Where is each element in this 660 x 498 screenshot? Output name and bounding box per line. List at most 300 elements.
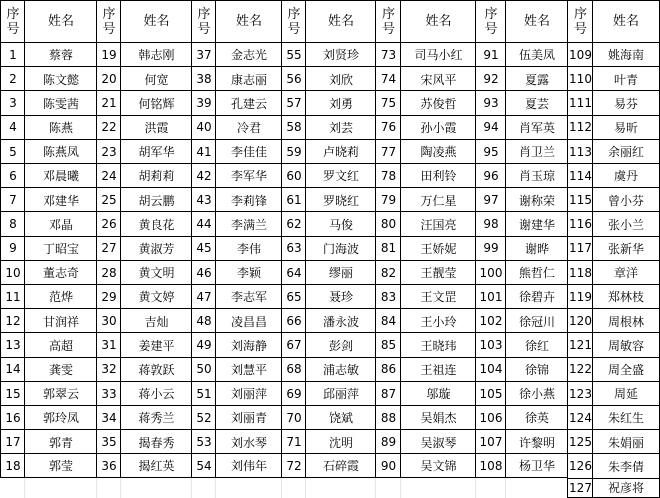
- name-cell: 夏芸: [505, 90, 568, 115]
- serial-number-cell: 73: [375, 42, 401, 67]
- name-cell: 李志军: [215, 284, 282, 309]
- name-cell: 黄良花: [120, 211, 192, 236]
- name-cell: 黄淑芳: [120, 236, 192, 261]
- header-serial-number: [475, 0, 506, 42]
- header-name: 姓名: [505, 0, 568, 42]
- name-cell: 洪霞: [120, 115, 192, 140]
- serial-number-cell: 65: [281, 284, 306, 309]
- name-cell: 王靓莹: [400, 260, 476, 285]
- name-cell: 蒋秀兰: [120, 405, 192, 430]
- name-cell: 李军华: [215, 163, 282, 188]
- name-cell: 肖军英: [505, 115, 568, 140]
- name-cell: 李颖: [215, 260, 282, 285]
- name-cell: 马俊: [305, 211, 376, 236]
- serial-number-cell: 12: [0, 308, 25, 333]
- header-name: 姓名: [120, 0, 192, 42]
- serial-number-cell: 99: [475, 236, 506, 261]
- table-row: [0, 332, 660, 357]
- name-cell: 丁昭宝: [24, 236, 97, 261]
- sheet-gridline: [400, 478, 401, 498]
- serial-number-cell: 76: [375, 115, 401, 140]
- name-cell: 肖玉琼: [505, 163, 568, 188]
- name-cell: 刘伟年: [215, 453, 282, 478]
- name-cell: 吴文锦: [400, 453, 476, 478]
- serial-number-cell: 74: [375, 66, 401, 91]
- serial-number-cell: 84: [375, 308, 401, 333]
- serial-number-cell: 61: [281, 187, 306, 212]
- serial-number-cell: 51: [191, 381, 216, 406]
- sheet-gridline: [305, 478, 306, 498]
- table-row: [0, 139, 660, 164]
- name-cell: 吴娟杰: [400, 405, 476, 430]
- name-cell: 张新华: [592, 236, 660, 261]
- name-cell: 缪丽: [305, 260, 376, 285]
- header-name: 姓名: [24, 0, 97, 42]
- header-serial-label: 序号: [484, 6, 498, 37]
- name-cell: 夏露: [505, 66, 568, 91]
- serial-number-cell: 105: [475, 381, 506, 406]
- name-cell: 胡军华: [120, 139, 192, 164]
- name-cell: 肖卫兰: [505, 139, 568, 164]
- name-cell: 陶凌燕: [400, 139, 476, 164]
- table-row: [0, 187, 660, 212]
- name-cell: 王祖连: [400, 357, 476, 382]
- serial-number-cell: 1: [0, 42, 25, 67]
- serial-number-cell: 69: [281, 381, 306, 406]
- serial-number-cell: 2: [0, 66, 25, 91]
- serial-number-cell: 116: [567, 211, 593, 236]
- serial-number-cell: 26: [96, 211, 121, 236]
- serial-number-cell: 64: [281, 260, 306, 285]
- serial-number-cell: 101: [475, 284, 506, 309]
- serial-number-cell: 43: [191, 187, 216, 212]
- serial-number-cell: 37: [191, 42, 216, 67]
- header-serial-label: 序号: [287, 6, 301, 37]
- name-cell: 吴淑琴: [400, 429, 476, 454]
- serial-number-cell: 119: [567, 284, 593, 309]
- serial-number-cell: 34: [96, 405, 121, 430]
- name-cell: 孙小霞: [400, 115, 476, 140]
- name-cell: 刘勇: [305, 90, 376, 115]
- sheet-gridline: [475, 478, 476, 498]
- serial-number-cell: 108: [475, 453, 506, 478]
- name-cell: 叶青: [592, 66, 660, 91]
- serial-number-cell: 118: [567, 260, 593, 285]
- header-name: 姓名: [400, 0, 476, 42]
- serial-number-cell: 25: [96, 187, 121, 212]
- serial-number-cell: 31: [96, 332, 121, 357]
- name-cell: 董志奇: [24, 260, 97, 285]
- name-cell: 甘润祥: [24, 308, 97, 333]
- name-cell: 苏俊哲: [400, 90, 476, 115]
- serial-number-cell: 7: [0, 187, 25, 212]
- name-cell: 王小玲: [400, 308, 476, 333]
- serial-number-cell: 48: [191, 308, 216, 333]
- serial-number-cell: 16: [0, 405, 25, 430]
- name-cell: 张小兰: [592, 211, 660, 236]
- serial-number-cell: 104: [475, 357, 506, 382]
- name-cell: 章洋: [592, 260, 660, 285]
- header-serial-label: 序号: [381, 6, 395, 37]
- name-cell: 陈文懿: [24, 66, 97, 91]
- serial-number-cell: 39: [191, 90, 216, 115]
- table-row: [0, 42, 660, 67]
- name-cell: 刘欣: [305, 66, 376, 91]
- serial-number-cell: 55: [281, 42, 306, 67]
- serial-number-cell: 20: [96, 66, 121, 91]
- serial-number-cell: 109: [567, 42, 593, 67]
- table-row: [0, 260, 660, 285]
- serial-number-cell: 30: [96, 308, 121, 333]
- name-cell: 黄文婷: [120, 284, 192, 309]
- header-serial-number: [281, 0, 306, 42]
- header-serial-label: 序号: [102, 6, 116, 37]
- name-cell: 冷君: [215, 115, 282, 140]
- serial-number-cell: 90: [375, 453, 401, 478]
- name-cell: 邓晶: [24, 211, 97, 236]
- header-name: 姓名: [215, 0, 282, 42]
- serial-number-cell: 127: [567, 478, 593, 498]
- serial-number-cell: 115: [567, 187, 593, 212]
- serial-number-cell: 122: [567, 357, 593, 382]
- name-cell: 王晓玮: [400, 332, 476, 357]
- serial-number-cell: 9: [0, 236, 25, 261]
- name-cell: 揭红英: [120, 453, 192, 478]
- serial-number-cell: 13: [0, 332, 25, 357]
- name-cell: 万仁星: [400, 187, 476, 212]
- name-cell: 田利铃: [400, 163, 476, 188]
- name-cell: 卢晓莉: [305, 139, 376, 164]
- table-row: [0, 211, 660, 236]
- serial-number-cell: 114: [567, 163, 593, 188]
- name-cell: 郭青: [24, 429, 97, 454]
- name-cell: 浦志敏: [305, 357, 376, 382]
- name-cell: 徐小燕: [505, 381, 568, 406]
- header-name: 姓名: [305, 0, 376, 42]
- serial-number-cell: 85: [375, 332, 401, 357]
- name-cell: 蒋小云: [120, 381, 192, 406]
- serial-number-cell: 42: [191, 163, 216, 188]
- name-cell: 李莉锋: [215, 187, 282, 212]
- serial-number-cell: 89: [375, 429, 401, 454]
- serial-number-cell: 72: [281, 453, 306, 478]
- name-cell: 罗文红: [305, 163, 376, 188]
- serial-number-cell: 126: [567, 453, 593, 478]
- sheet-gridline: [505, 478, 506, 498]
- sheet-gridline: [281, 478, 282, 498]
- name-cell: 邱丽萍: [305, 381, 376, 406]
- name-cell: 刘贤珍: [305, 42, 376, 67]
- serial-number-cell: 106: [475, 405, 506, 430]
- name-cell: 郑林枝: [592, 284, 660, 309]
- serial-number-cell: 14: [0, 357, 25, 382]
- header-serial-label: 序号: [573, 6, 587, 37]
- name-cell: 许黎明: [505, 429, 568, 454]
- table-row: [0, 284, 660, 309]
- name-cell: 陈燕凤: [24, 139, 97, 164]
- name-cell: 刘丽青: [215, 405, 282, 430]
- name-cell: 李佳佳: [215, 139, 282, 164]
- serial-number-cell: 59: [281, 139, 306, 164]
- header-serial-number: [0, 0, 25, 42]
- name-cell: 周根林: [592, 308, 660, 333]
- name-cell: 胡云鹏: [120, 187, 192, 212]
- header-serial-number: [375, 0, 401, 42]
- serial-number-cell: 75: [375, 90, 401, 115]
- serial-number-cell: 103: [475, 332, 506, 357]
- table-row: [0, 90, 660, 115]
- serial-number-cell: 3: [0, 90, 25, 115]
- name-cell: 徐红: [505, 332, 568, 357]
- serial-number-cell: 5: [0, 139, 25, 164]
- serial-number-cell: 120: [567, 308, 593, 333]
- name-cell: 何宽: [120, 66, 192, 91]
- name-cell: 王文罡: [400, 284, 476, 309]
- serial-number-cell: 78: [375, 163, 401, 188]
- name-cell: 刘芸: [305, 115, 376, 140]
- header-serial-number: [96, 0, 121, 42]
- serial-number-cell: 121: [567, 332, 593, 357]
- name-cell: 邓晨曦: [24, 163, 97, 188]
- name-cell: 姚海南: [592, 42, 660, 67]
- name-cell: 谢建华: [505, 211, 568, 236]
- table-row: [0, 66, 660, 91]
- name-cell: 伍美凤: [505, 42, 568, 67]
- table-row: [0, 115, 660, 140]
- header-serial-label: 序号: [197, 6, 211, 37]
- serial-number-cell: 8: [0, 211, 25, 236]
- serial-number-cell: 33: [96, 381, 121, 406]
- table-row: [0, 429, 660, 454]
- sheet-gridline: [191, 478, 192, 498]
- name-cell: 金志光: [215, 42, 282, 67]
- name-cell: 周延: [592, 381, 660, 406]
- name-cell: 陈燕: [24, 115, 97, 140]
- serial-number-cell: 24: [96, 163, 121, 188]
- serial-number-cell: 71: [281, 429, 306, 454]
- name-cell: 康志丽: [215, 66, 282, 91]
- serial-number-cell: 86: [375, 357, 401, 382]
- name-cell: 吉灿: [120, 308, 192, 333]
- header-serial-label: 序号: [6, 6, 20, 37]
- serial-number-cell: 94: [475, 115, 506, 140]
- serial-number-cell: 68: [281, 357, 306, 382]
- serial-number-cell: 80: [375, 211, 401, 236]
- serial-number-cell: 92: [475, 66, 506, 91]
- serial-number-cell: 67: [281, 332, 306, 357]
- name-cell: 李伟: [215, 236, 282, 261]
- name-cell: 朱李倩: [592, 453, 660, 478]
- name-cell: 孔建云: [215, 90, 282, 115]
- serial-number-cell: 95: [475, 139, 506, 164]
- serial-number-cell: 87: [375, 381, 401, 406]
- name-cell: 徐碧卉: [505, 284, 568, 309]
- serial-number-cell: 38: [191, 66, 216, 91]
- name-cell: 彭剑: [305, 332, 376, 357]
- serial-number-cell: 54: [191, 453, 216, 478]
- serial-number-cell: 29: [96, 284, 121, 309]
- sheet-gridline: [96, 478, 97, 498]
- serial-number-cell: 11: [0, 284, 25, 309]
- serial-number-cell: 83: [375, 284, 401, 309]
- name-cell: 沈明: [305, 429, 376, 454]
- serial-number-cell: 66: [281, 308, 306, 333]
- name-cell: 高超: [24, 332, 97, 357]
- serial-number-cell: 111: [567, 90, 593, 115]
- serial-number-cell: 102: [475, 308, 506, 333]
- name-cell: 刘海静: [215, 332, 282, 357]
- serial-number-cell: 4: [0, 115, 25, 140]
- serial-number-cell: 62: [281, 211, 306, 236]
- serial-number-cell: 100: [475, 260, 506, 285]
- name-cell: 朱红生: [592, 405, 660, 430]
- serial-number-cell: 123: [567, 381, 593, 406]
- header-serial-number: [567, 0, 593, 42]
- name-cell: 姜建平: [120, 332, 192, 357]
- name-cell: 熊哲仁: [505, 260, 568, 285]
- serial-number-cell: 46: [191, 260, 216, 285]
- name-cell: 李满兰: [215, 211, 282, 236]
- serial-number-cell: 77: [375, 139, 401, 164]
- serial-number-cell: 52: [191, 405, 216, 430]
- name-cell: 徐锦: [505, 357, 568, 382]
- name-cell: 陈雯茜: [24, 90, 97, 115]
- serial-number-cell: 10: [0, 260, 25, 285]
- name-cell: 祝彦将: [592, 478, 660, 498]
- sheet-gridline: [24, 478, 25, 498]
- serial-number-cell: 32: [96, 357, 121, 382]
- name-cell: 刘水琴: [215, 429, 282, 454]
- name-cell: 门海波: [305, 236, 376, 261]
- serial-number-cell: 107: [475, 429, 506, 454]
- serial-number-cell: 56: [281, 66, 306, 91]
- serial-number-cell: 47: [191, 284, 216, 309]
- name-cell: 揭春秀: [120, 429, 192, 454]
- table-row: [0, 308, 660, 333]
- name-cell: 潘永波: [305, 308, 376, 333]
- name-cell: 郭莹: [24, 453, 97, 478]
- serial-number-cell: 28: [96, 260, 121, 285]
- name-cell: 朱娟丽: [592, 429, 660, 454]
- name-cell: 邬璇: [400, 381, 476, 406]
- name-cell: 刘丽萍: [215, 381, 282, 406]
- sheet-gridline: [215, 478, 216, 498]
- name-cell: 周敏容: [592, 332, 660, 357]
- name-cell: 王娇妮: [400, 236, 476, 261]
- serial-number-cell: 96: [475, 163, 506, 188]
- name-cell: 蒋敦跃: [120, 357, 192, 382]
- serial-number-cell: 45: [191, 236, 216, 261]
- serial-number-cell: 17: [0, 429, 25, 454]
- name-cell: 司马小红: [400, 42, 476, 67]
- name-cell: 郭玲凤: [24, 405, 97, 430]
- serial-number-cell: 21: [96, 90, 121, 115]
- serial-number-cell: 88: [375, 405, 401, 430]
- name-cell: 聂珍: [305, 284, 376, 309]
- serial-number-cell: 36: [96, 453, 121, 478]
- name-cell: 杨卫华: [505, 453, 568, 478]
- serial-number-cell: 6: [0, 163, 25, 188]
- name-cell: 胡莉莉: [120, 163, 192, 188]
- serial-number-cell: 49: [191, 332, 216, 357]
- name-cell: 蔡蓉: [24, 42, 97, 67]
- name-cell: 谢晔: [505, 236, 568, 261]
- serial-number-cell: 110: [567, 66, 593, 91]
- serial-number-cell: 113: [567, 139, 593, 164]
- name-cell: 虞丹: [592, 163, 660, 188]
- serial-number-cell: 15: [0, 381, 25, 406]
- name-cell: 石碎霞: [305, 453, 376, 478]
- serial-number-cell: 58: [281, 115, 306, 140]
- name-cell: 曾小芬: [592, 187, 660, 212]
- serial-number-cell: 91: [475, 42, 506, 67]
- name-cell: 易芬: [592, 90, 660, 115]
- name-cell: 凌昌昌: [215, 308, 282, 333]
- name-cell: 徐英: [505, 405, 568, 430]
- serial-number-cell: 97: [475, 187, 506, 212]
- name-cell: 邓建华: [24, 187, 97, 212]
- serial-number-cell: 79: [375, 187, 401, 212]
- table-row: [0, 163, 660, 188]
- sheet-gridline: [375, 478, 376, 498]
- name-cell: 徐冠川: [505, 308, 568, 333]
- serial-number-cell: 70: [281, 405, 306, 430]
- table-row-extra: [0, 478, 660, 498]
- serial-number-cell: 112: [567, 115, 593, 140]
- serial-number-cell: 60: [281, 163, 306, 188]
- serial-number-cell: 23: [96, 139, 121, 164]
- table-row: [0, 236, 660, 261]
- name-cell: 黄文明: [120, 260, 192, 285]
- name-cell: 龚雯: [24, 357, 97, 382]
- serial-number-cell: 63: [281, 236, 306, 261]
- name-cell: 刘慧平: [215, 357, 282, 382]
- serial-number-cell: 35: [96, 429, 121, 454]
- serial-number-cell: 81: [375, 236, 401, 261]
- name-cell: 宋风平: [400, 66, 476, 91]
- serial-number-cell: 82: [375, 260, 401, 285]
- sheet-gridline: [120, 478, 121, 498]
- name-cell: 郭翠云: [24, 381, 97, 406]
- table-row: [0, 381, 660, 406]
- serial-number-cell: 117: [567, 236, 593, 261]
- name-cell: 谢称荣: [505, 187, 568, 212]
- serial-number-cell: 40: [191, 115, 216, 140]
- name-cell: 汪国亮: [400, 211, 476, 236]
- name-cell: 周全盛: [592, 357, 660, 382]
- serial-number-cell: 50: [191, 357, 216, 382]
- name-cell: 范烨: [24, 284, 97, 309]
- table-row: [0, 405, 660, 430]
- serial-number-cell: 93: [475, 90, 506, 115]
- serial-number-cell: 18: [0, 453, 25, 478]
- serial-number-cell: 41: [191, 139, 216, 164]
- serial-number-cell: 125: [567, 429, 593, 454]
- table-row: [0, 357, 660, 382]
- serial-number-cell: 19: [96, 42, 121, 67]
- serial-number-cell: 27: [96, 236, 121, 261]
- name-cell: 罗晓红: [305, 187, 376, 212]
- serial-number-cell: 22: [96, 115, 121, 140]
- header-row: [0, 0, 660, 42]
- table-row: [0, 453, 660, 478]
- serial-number-cell: 98: [475, 211, 506, 236]
- name-cell: 易昕: [592, 115, 660, 140]
- serial-number-cell: 44: [191, 211, 216, 236]
- name-cell: 余丽红: [592, 139, 660, 164]
- header-name: 姓名: [592, 0, 660, 42]
- serial-number-cell: 57: [281, 90, 306, 115]
